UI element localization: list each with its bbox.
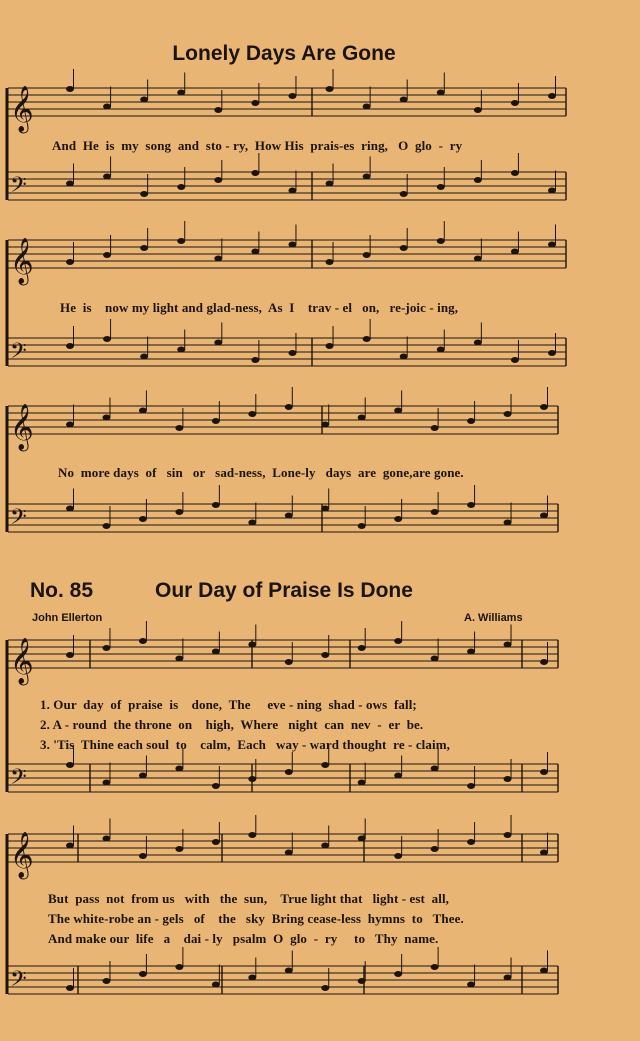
note-head [540,968,548,974]
note-head [394,773,402,779]
note-head [139,516,147,522]
note-head [251,249,259,255]
note-head [363,336,371,342]
treble-clef-icon: 𝄞 [10,238,34,284]
note-head [511,100,519,106]
note-head [103,336,111,342]
bass-clef-icon: 𝄢 [10,505,27,535]
note-head [358,645,366,651]
note-head [66,86,74,92]
note-head [251,170,259,176]
note-head [467,982,475,988]
note-head [358,780,366,786]
note-head [400,354,408,360]
note-head [214,256,222,262]
note-head [288,93,296,99]
bass-clef-icon: 𝄢 [10,967,27,997]
note-head [400,97,408,103]
note-head [139,638,147,644]
note-head [175,425,183,431]
note-head [102,523,110,529]
note-head [175,964,183,970]
song2-verse1-line-b: But pass not from us with the sun, True light that light - est all, [48,891,450,906]
treble-clef-icon: 𝄞 [10,638,34,684]
note-head [511,249,519,255]
note-head [394,516,402,522]
note-head [431,656,439,662]
note-head [66,181,74,187]
note-head [285,404,293,410]
note-head [177,238,185,244]
note-head [504,520,512,526]
note-head [548,188,556,194]
note-head [540,513,548,519]
note-head [431,964,439,970]
note-head [285,850,293,856]
note-head [363,104,371,110]
note-head [548,242,556,248]
note-head [175,509,183,515]
note-head [103,104,111,110]
note-head [437,238,445,244]
note-head [175,766,183,772]
note-head [474,107,482,113]
note-head [511,357,519,363]
note-head [540,850,548,856]
note-head [326,86,334,92]
note-head [102,780,110,786]
note-head [214,340,222,346]
note-head [363,174,371,180]
note-head [285,968,293,974]
note-head [66,343,74,349]
note-head [248,642,256,648]
note-head [66,985,74,991]
note-head [394,853,402,859]
note-head [212,418,220,424]
note-head [212,649,220,655]
note-head [177,184,185,190]
note-head [251,100,259,106]
note-head [400,245,408,251]
note-head [467,418,475,424]
song1-lyric-line-1: And He is my song and sto - ry, How His prais-es ring, O glo - ry [52,138,463,153]
note-head [467,649,475,655]
note-head [288,188,296,194]
bass-clef-icon: 𝄢 [10,765,27,795]
author-credit: John Ellerton [32,612,103,624]
note-head [504,776,512,782]
note-head [431,509,439,515]
note-head [214,177,222,183]
note-head [321,422,329,428]
song2-verse2-line-a: 2. A - round the throne on high, Where night can nev - er be. [40,717,424,732]
note-head [285,513,293,519]
treble-clef-icon: 𝄞 [10,832,34,878]
note-head [358,523,366,529]
note-head [285,769,293,775]
hymn-number: No. 85 [30,579,94,602]
note-head [326,259,334,265]
note-head [66,652,74,658]
note-head [358,415,366,421]
note-head [177,347,185,353]
song2-verse2-line-b: The white-robe an - gels of the sky Bring cease-less hymns to Thee. [48,911,464,926]
note-head [66,762,74,768]
note-head [248,776,256,782]
note-head [139,853,147,859]
note-head [358,836,366,842]
note-head [504,832,512,838]
note-head [321,843,329,849]
note-head [474,340,482,346]
note-head [467,502,475,508]
note-head [103,252,111,258]
note-head [321,762,329,768]
note-head [175,656,183,662]
note-head [504,975,512,981]
note-head [139,408,147,414]
note-head [548,350,556,356]
note-head [285,659,293,665]
note-head [321,652,329,658]
song1-lyric-line-2: He is now my light and glad-ness, As I trav - el on, re-joic - ing, [60,300,459,315]
note-head [394,408,402,414]
note-head [212,839,220,845]
note-head [248,975,256,981]
treble-clef-icon: 𝄞 [10,404,34,450]
bass-clef-icon: 𝄢 [10,173,27,203]
note-head [394,971,402,977]
note-head [175,846,183,852]
note-head [363,252,371,258]
note-head [248,411,256,417]
note-head [394,638,402,644]
note-head [321,506,329,512]
note-head [212,502,220,508]
note-head [431,425,439,431]
song2-verse3-line-b: And make our life a dai - ly psalm O glo - ry to Thy name. [48,931,439,946]
note-head [139,971,147,977]
note-head [66,422,74,428]
note-head [212,783,220,789]
note-head [102,836,110,842]
note-head [248,832,256,838]
composer-credit: A. Williams [464,612,523,624]
note-head [467,839,475,845]
note-head [214,107,222,113]
note-head [140,354,148,360]
note-head [358,978,366,984]
song1-lyric-line-3: No more days of sin or sad-ness, Lone-ly days are gone,are gone. [58,465,464,480]
note-head [400,191,408,197]
note-head [140,191,148,197]
note-head [288,350,296,356]
note-head [102,415,110,421]
note-head [102,978,110,984]
note-head [326,181,334,187]
note-head [66,843,74,849]
note-head [474,177,482,183]
note-head [437,347,445,353]
note-head [540,659,548,665]
note-head [288,242,296,248]
note-head [66,506,74,512]
note-head [540,769,548,775]
song2-verse1-line-a: 1. Our day of praise is done, The eve - ning shad - ows fall; [40,697,417,712]
note-head [103,174,111,180]
note-head [248,520,256,526]
note-head [504,642,512,648]
note-head [431,766,439,772]
note-head [326,343,334,349]
note-head [437,184,445,190]
note-head [102,645,110,651]
note-head [251,357,259,363]
song-title-lonely-days: Lonely Days Are Gone [172,42,396,65]
treble-clef-icon: 𝄞 [10,86,34,132]
note-head [140,245,148,251]
song2-verse3-line-a: 3. 'Tis Thine each soul to calm, Each way - ward thought re - claim, [40,737,450,752]
note-head [321,985,329,991]
note-head [177,90,185,96]
note-head [474,256,482,262]
note-head [140,97,148,103]
note-head [212,982,220,988]
song-title-our-day: Our Day of Praise Is Done [155,579,413,602]
note-head [431,846,439,852]
note-head [511,170,519,176]
note-head [548,93,556,99]
note-head [467,783,475,789]
bass-clef-icon: 𝄢 [10,339,27,369]
note-head [139,773,147,779]
note-head [66,259,74,265]
note-head [504,411,512,417]
note-head [437,90,445,96]
note-head [540,404,548,410]
